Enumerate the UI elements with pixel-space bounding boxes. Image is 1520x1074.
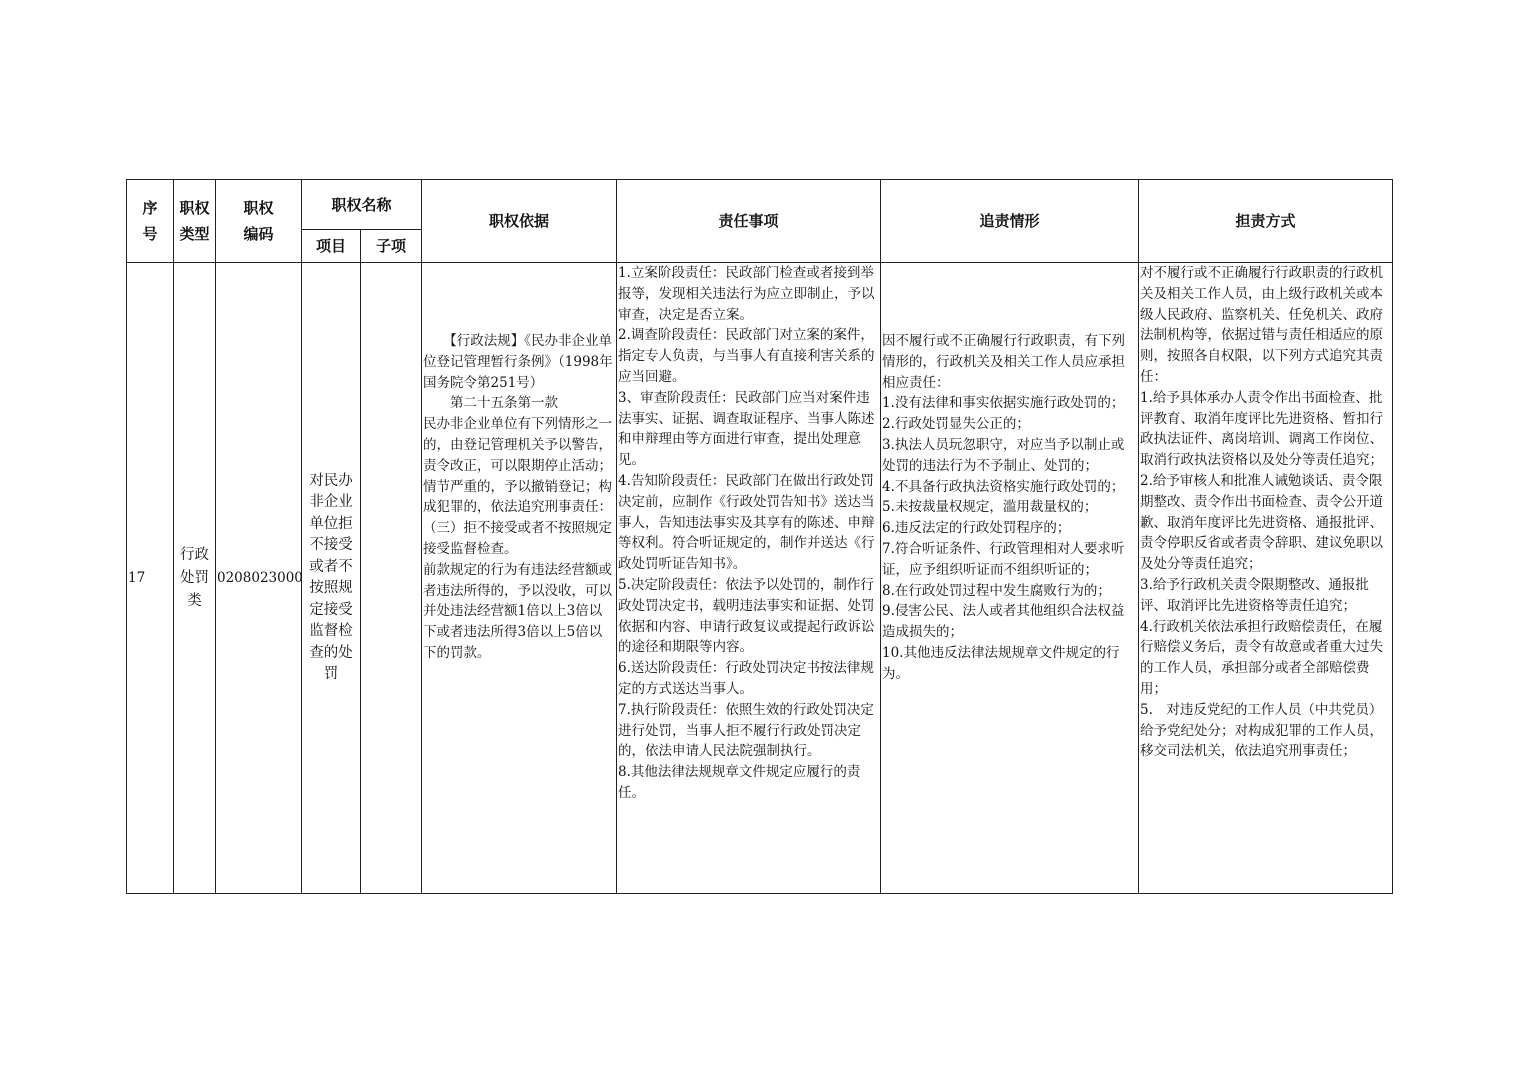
header-type: 职权 类型 [174,180,216,263]
header-name: 职权名称 [302,180,422,230]
row-type: 行政 处罚 类 [174,263,216,894]
header-duty: 责任事项 [617,180,881,263]
header-basis: 职权依据 [422,180,617,263]
row-code: 0208023000 [216,263,302,894]
row-item: 对民办 非企业 单位拒 不接受 或者不 按照规 定接受 监督检 查的处 罚 [302,263,361,894]
row-method: 对不履行或不正确履行行政职责的行政机关及相关工作人员，由上级行政机关或本级人民政府、监察机关、任免机关、政府法制机构等，依据过错与责任相适应的原则，按照各自权限，以下列方式追究其责任： 1.给予具体承办人责令作出书面检查、批评教育、取消年度评比先进资格、暂扣行政执法证件、离岗培训、调离工作岗位、取消行政执法资格以及处分等责任追究； 2.给予审核人和批准人诫勉谈话、责令限期整改、责令作出书面检查、责令公开道歉、取消年度评比先进资格、通报批评、责令停职反省或者责令辞职、建议免职以及处分等责任追究； 3.给予行政机关责令限期整改、通报批评、取消评比先进资格等责任追究； 4.行政机关依法承担行政赔偿责任，在履行赔偿义务后，责令有故意或者重大过失的工作人员，承担部分或者全部赔偿费用； 5. 对违反党纪的工作人员（中共党员）给予党纪处分；对构成犯罪的工作人员，移交司法机关，依法追究刑事责任； [1139,263,1393,894]
header-subitem: 子项 [361,230,422,263]
header-method: 担责方式 [1139,180,1393,263]
header-accountability: 追责情形 [881,180,1139,263]
row-duty: 1.立案阶段责任：民政部门检查或者接到举报等，发现相关违法行为应立即制止，予以审查，决定是否立案。 2.调查阶段责任：民政部门对立案的案件，指定专人负责，与当事人有直接利害关系的应当回避。 3、审查阶段责任：民政部门应当对案件违法事实、证据、调查取证程序、当事人陈述和申辩理由等方面进行审查，提出处理意见。 4.告知阶段责任：民政部门在做出行政处罚决定前，应制作《行政处罚告知书》送达当事人，告知违法事实及其享有的陈述、申辩等权利。符合听证规定的，制作并送达《行政处罚听证告知书》。 5.决定阶段责任：依法予以处罚的，制作行政处罚决定书，载明违法事实和证据、处罚依据和内容、申请行政复议或提起行政诉讼的途径和期限等内容。 6.送达阶段责任：行政处罚决定书按法律规定的方式送达当事人。 7.执行阶段责任：依照生效的行政处罚决定进行处罚，当事人拒不履行行政处罚决定的，依法申请人民法院强制执行。 8.其他法律法规规章文件规定应履行的责任。 [617,263,881,894]
row-accountability: 因不履行或不正确履行行政职责，有下列情形的，行政机关及相关工作人员应承担相应责任： 1.没有法律和事实依据实施行政处罚的； 2.行政处罚显失公正的； 3.执法人员玩忽职守，对应当予以制止或处罚的违法行为不予制止、处罚的； 4.不具备行政执法资格实施行政处罚的； 5.未按裁量权规定，滥用裁量权的； 6.违反法定的行政处罚程序的； 7.符合听证条件、行政管理相对人要求听证，应予组织听证而不组织听证的； 8.在行政处罚过程中发生腐败行为的； 9.侵害公民、法人或者其他组织合法权益造成损失的； 10.其他违反法律法规规章文件规定的行为。 [881,263,1139,894]
header-seq: 序 号 [127,180,174,263]
table-row [127,263,1393,894]
row-seq: 17 [127,263,174,894]
accountability-table [126,179,1393,894]
header-item: 项目 [302,230,361,263]
header-code: 职权 编码 [216,180,302,263]
header-row-1 [127,180,1393,230]
row-basis: 【行政法规】《民办非企业单位登记管理暂行条例》（1998年国务院令第251号） 第二十五条第一款 民办非企业单位有下列情形之一的，由登记管理机关予以警告，责令改正，可以限期停止活动；情节严重的，予以撤销登记；构成犯罪的，依法追究刑事责任： （三）拒不接受或者不按照规定接受监督检查。 前款规定的行为有违法经营额或者违法所得的，予以没收，可以并处违法经营额1倍以上3倍以下或者违法所得3倍以上5倍以下的罚款。 [422,263,617,894]
row-subitem [361,263,422,894]
